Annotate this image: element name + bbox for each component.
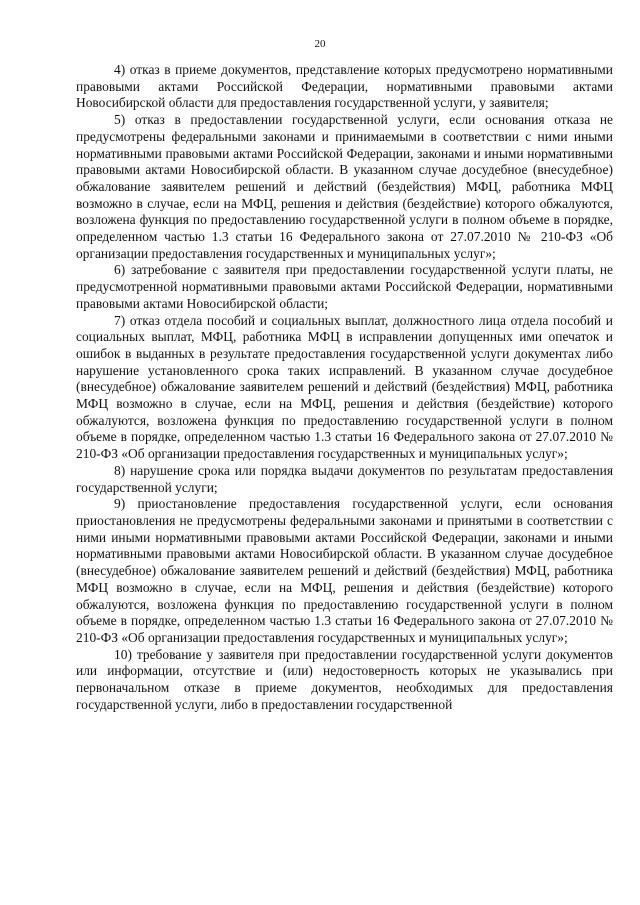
paragraph-item-6: 6) затребование с заявителя при предоставлении государственной услуги платы, не предусмотренной нормативными правовыми актами Российской Федерации, нормативными правовыми актами Новосибирской области; [76,262,613,311]
paragraph-item-7: 7) отказ отдела пособий и социальных выплат, должностного лица отдела пособий и социальных выплат, МФЦ, работника МФЦ в исправлении допущенных ими опечаток и ошибок в выданных в результате предоставления государственной услуги документах либо нарушение установленного срока таких исправлений. В указанном случае досудебное (внесудебное) обжалование заявителем решений и действий (бездействия) МФЦ, работника МФЦ возможно в случае, если на МФЦ, решения и действия (бездействие) которого обжалуются, возложена функция по предоставлению государственной услуги в полном объеме в порядке, определенном частью 1.3 статьи 16 Федерального закона от 27.07.2010 № 210-ФЗ «Об организации предоставления государственных и муниципальных услуг»; [76,312,613,462]
paragraph-item-8: 8) нарушение срока или порядка выдачи документов по результатам предоставления государственной услуги; [76,462,613,495]
page-number: 20 [314,38,326,50]
document-body [76,62,613,713]
paragraph-item-5: 5) отказ в предоставлении государственной услуги, если основания отказа не предусмотрены федеральными законами и принимаемыми в соответствии с ними иными нормативными правовыми актами Российской Федерации, законами и иными нормативными правовыми актами Новосибирской области. В указанном случае досудебное (внесудебное) обжалование заявителем решений и действий (бездействия) МФЦ, работника МФЦ возможно в случае, если на МФЦ, решения и действия (бездействие) которого обжалуются, возложена функция по предоставлению государственной услуги в полном объеме в порядке, определенном частью 1.3 статьи 16 Федерального закона от 27.07.2010 № 210-ФЗ «Об организации предоставления государственных и муниципальных услуг»; [76,112,613,261]
paragraph-item-9: 9) приостановление предоставления государственной услуги, если основания приостановления не предусмотрены федеральными законами и принятыми в соответствии с ними иными нормативными правовыми актами Российской Федерации, законами и иными нормативными правовыми актами Новосибирской области. В указанном случае досудебное (внесудебное) обжалование заявителем решений и действий (бездействия) МФЦ, работника МФЦ возможно в случае, если на МФЦ, решения и действия (бездействие) которого обжалуются, возложена функция по предоставлению государственной услуги в полном объеме в порядке, определенном частью 1.3 статьи 16 Федерального закона от 27.07.2010 № 210-ФЗ «Об организации предоставления государственных и муниципальных услуг»; [76,496,613,645]
paragraph-item-10: 10) требование у заявителя при предоставлении государственной услуги документов или информации, отсутствие и (или) недостоверность которых не указывались при первоначальном отказе в приеме документов, необходимых для предоставления государственной услуги, либо в предоставлении государственной [76,646,613,712]
paragraph-item-4: 4) отказ в приеме документов, представление которых предусмотрено нормативными правовыми актами Российской Федерации, нормативными правовыми актами Новосибирской области для предоставления государственной услуги, у заявителя; [76,62,613,111]
